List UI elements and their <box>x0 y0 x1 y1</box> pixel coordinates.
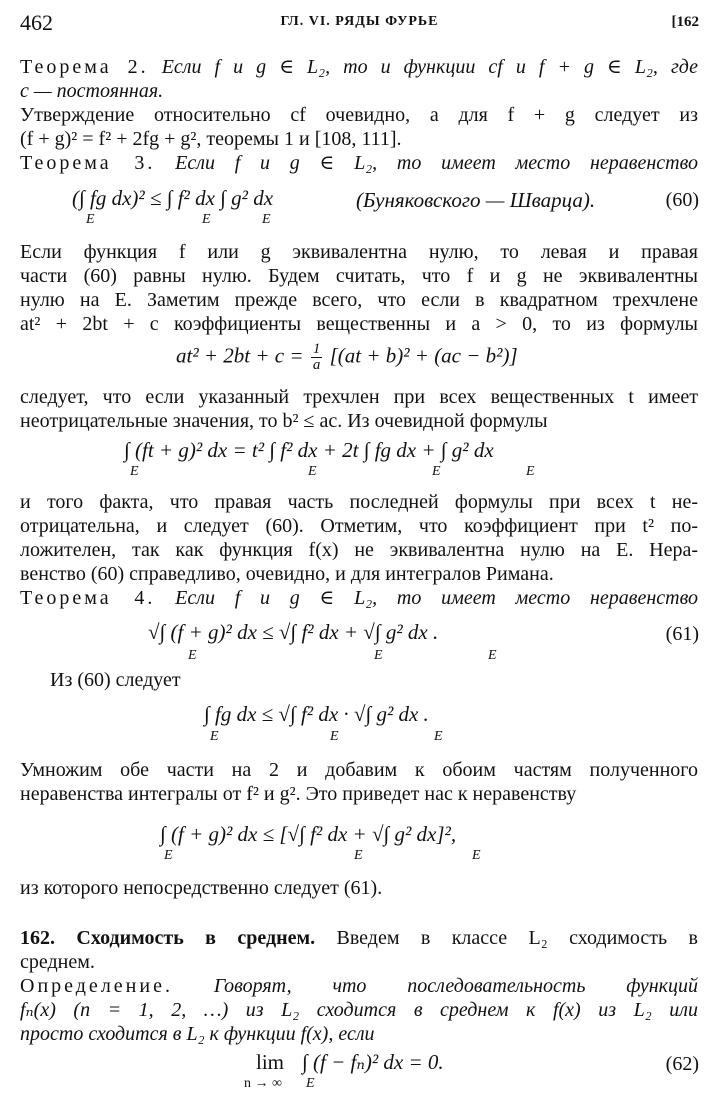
formula-60: (∫ fg dx)² ≤ ∫ f² dx ∫ g² dx <box>72 186 274 210</box>
paragraph-4-line-4: венство (60) справедливо, очевидно, и для интегралов Римана. <box>20 563 554 585</box>
theorem-4-line <box>20 586 698 610</box>
definition-text: Говорят, что последовательность функций <box>213 975 698 997</box>
paragraph-1-line-1: Утверждение относительно cf очевидно, а для f + g следует из <box>20 104 698 126</box>
theorem-4-statement: Если f и g ∈ L₂, то имеет место неравенство <box>175 587 699 609</box>
integral-domain-e: E <box>210 729 219 744</box>
equation-number-60: (60) <box>665 189 699 211</box>
paragraph-6-line-1: Умножим обе части на 2 и добавим к обоим частям полученного <box>20 759 698 781</box>
paragraph-6-line-2: неравенства интегралы от f² и g². Это приведет нас к неравенству <box>20 783 577 805</box>
theorem-2-statement: Если f и g ∈ L₂, то и функции cf и f + g ∈ L₂, где <box>161 56 699 78</box>
definition-label: Определение. <box>20 975 173 997</box>
integral-domain-e: E <box>188 648 197 663</box>
theorem-3-label: Теорема 3. <box>20 152 156 174</box>
integral-domain-e: E <box>526 464 535 479</box>
integral-domain-e: E <box>130 464 139 479</box>
section-reference: [162 <box>671 14 699 30</box>
page-number: 462 <box>20 10 53 35</box>
integral-domain-e: E <box>308 464 317 479</box>
theorem-3-line <box>20 151 698 175</box>
section-162-line-2: среднем. <box>20 951 95 973</box>
paragraph-1-line-2: (f + g)² = f² + 2fg + g², теоремы 1 и [108, 111]. <box>20 128 402 150</box>
running-header <box>20 10 699 40</box>
limit-subscript: n → ∞ <box>244 1076 282 1091</box>
theorem-2-line-2: c — постоянная. <box>20 80 164 102</box>
formula-quadratic <box>176 342 518 373</box>
paragraph-2-line-1: Если функция f или g эквивалентна нулю, то левая и правая <box>20 241 698 263</box>
integral-domain-e: E <box>306 1076 315 1091</box>
formula-quadratic-left: at² + 2bt + c = <box>176 343 304 368</box>
paragraph-4-line-1: и того факта, что правая часть последней формулы при всех t не- <box>20 491 698 513</box>
theorem-2-label: Теорема 2. <box>20 56 149 78</box>
integral-domain-e: E <box>86 212 95 227</box>
paragraph-2-line-4: at² + 2bt + c коэффициенты вещественны и a > 0, то из формулы <box>20 313 698 335</box>
formula-quadratic-right: [(at + b)² + (ac − b²)] <box>329 343 518 368</box>
integral-domain-e: E <box>374 648 383 663</box>
integral-domain-e: E <box>262 212 271 227</box>
fraction-denominator: a <box>312 357 321 373</box>
equation-number-62: (62) <box>665 1053 699 1075</box>
paragraph-7: из которого непосредственно следует (61). <box>20 877 383 899</box>
formula-square-inequality: ∫ (f + g)² dx ≤ [√∫ f² dx + √∫ g² dx]², <box>160 822 457 846</box>
section-162-line-1 <box>20 926 698 950</box>
integral-domain-e: E <box>354 848 363 863</box>
integral-domain-e: E <box>472 848 481 863</box>
section-intro: Введем в классе L₂ сходимость в <box>336 927 699 949</box>
formula-62-lim: lim <box>256 1050 285 1074</box>
integral-domain-e: E <box>202 212 211 227</box>
paragraph-3-line-1: следует, что если указанный трехчлен при всех вещественных t имеет <box>20 386 698 408</box>
equation-number-61: (61) <box>665 623 699 645</box>
formula-expansion: ∫ (ft + g)² dx = t² ∫ f² dx + 2t ∫ fg dx + ∫ g² dx <box>124 438 494 462</box>
integral-domain-e: E <box>432 464 441 479</box>
formula-cs-root: ∫ fg dx ≤ √∫ f² dx · √∫ g² dx . <box>204 702 429 726</box>
fraction-one-over-a <box>311 342 323 373</box>
paragraph-4-line-2: отрицательна, и следует (60). Отметим, что коэффициент при t² по- <box>20 515 698 537</box>
running-title: ГЛ. VI. РЯДЫ ФУРЬЕ <box>280 14 439 29</box>
fraction-numerator: 1 <box>312 341 321 357</box>
theorem-3-statement: Если f и g ∈ L₂, то имеет место неравенство <box>175 152 699 174</box>
definition-line-2: fₙ(x) (n = 1, 2, …) из L₂ сходится в среднем к f(x) из L₂ или <box>20 999 698 1021</box>
paragraph-3-line-2: неотрицательные значения, то b² ≤ ac. Из очевидной формулы <box>20 410 548 432</box>
definition-line-1 <box>20 974 698 998</box>
paragraph-2-line-3: нулю на E. Заметим прежде всего, что если в квадратном трехчлене <box>20 289 698 311</box>
formula-61: √∫ (f + g)² dx ≤ √∫ f² dx + √∫ g² dx . <box>148 620 439 644</box>
formula-60-note: (Буняковского — Шварца). <box>356 188 596 212</box>
integral-domain-e: E <box>488 648 497 663</box>
definition-line-3: просто сходится в L₂ к функции f(x), если <box>20 1023 375 1045</box>
integral-domain-e: E <box>434 729 443 744</box>
paragraph-5: Из (60) следует <box>50 669 181 691</box>
section-title: 162. Сходимость в среднем. <box>20 927 316 949</box>
theorem-2-line-1 <box>20 55 698 79</box>
integral-domain-e: E <box>164 848 173 863</box>
integral-domain-e: E <box>330 729 339 744</box>
paragraph-4-line-3: ложителен, так как функция f(x) не эквивалентна нулю на E. Нера- <box>20 539 698 561</box>
paragraph-2-line-2: части (60) равны нулю. Будем считать, что f и g не эквивалентны <box>20 265 698 287</box>
formula-62: ∫ (f − fₙ)² dx = 0. <box>302 1050 444 1074</box>
theorem-4-label: Теорема 4. <box>20 587 156 609</box>
